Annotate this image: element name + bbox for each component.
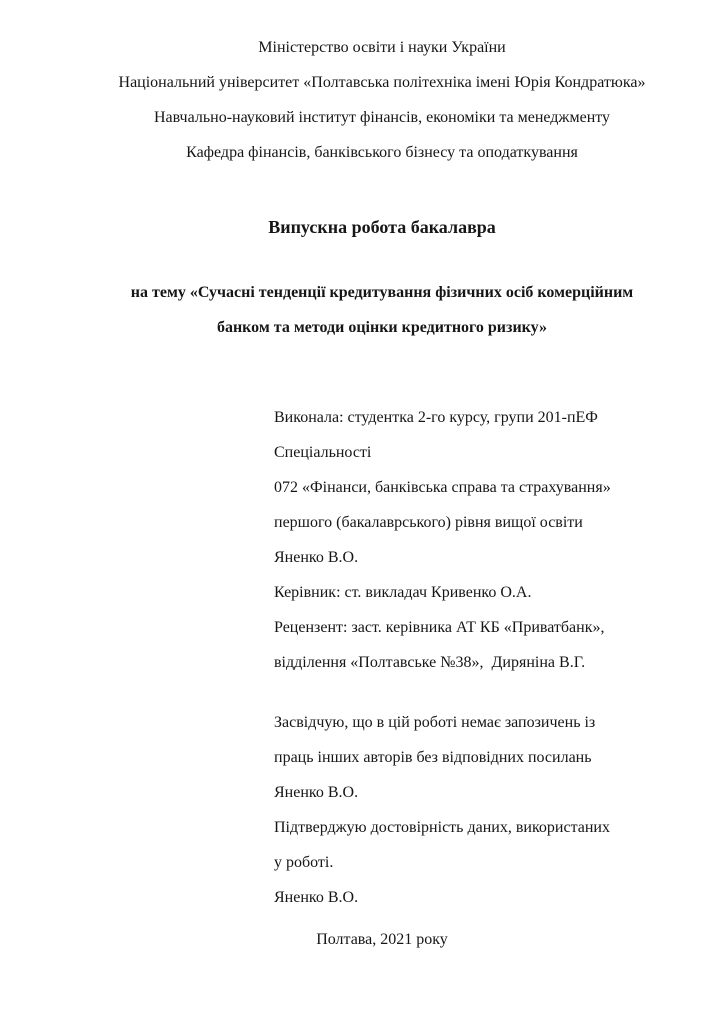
author-name-line: Яненко В.О. <box>274 549 359 566</box>
declaration-signature-2: Яненко В.О. <box>274 889 359 906</box>
ministry-line: Міністерство освіти і науки України <box>258 39 506 56</box>
institute-line: Навчально-науковий інститут фінансів, економіки та менеджменту <box>153 109 611 126</box>
declaration-line-3: Підтверджую достовірність даних, використаних <box>274 819 610 836</box>
specialty-label-line: Спеціальності <box>274 444 372 461</box>
topic-line-1: на тему «Сучасні тенденції кредитування фізичних осіб комерційним <box>130 284 634 301</box>
declaration-signature-1: Яненко В.О. <box>274 784 359 801</box>
institution-header <box>96 30 668 170</box>
author-line: Виконала: студентка 2-го курсу, групи 201-пЕФ <box>274 409 598 426</box>
degree-level-line: першого (бакалаврського) рівня вищої освіти <box>274 514 583 531</box>
department-line: Кафедра фінансів, банківського бізнесу та оподаткування <box>186 144 578 161</box>
city-year-footer: Полтава, 2021 року <box>316 931 448 948</box>
supervisor-line: Керівник: ст. викладач Кривенко О.А. <box>274 584 532 601</box>
reviewer-line-2: відділення «Полтавське №38», Диряніна В.Г. <box>274 654 586 671</box>
thesis-topic <box>96 275 668 345</box>
reviewer-line-1: Рецензент: заст. керівника АТ КБ «Приватбанк», <box>274 619 605 636</box>
author-details <box>274 400 668 680</box>
university-line: Національний університет «Полтавська політехніка імені Юрія Кондратюка» <box>118 74 646 91</box>
topic-line-2: банком та методи оцінки кредитного ризику» <box>216 319 548 336</box>
declaration-line-2: праць інших авторів без відповідних посилань <box>274 749 592 766</box>
specialty-code-line: 072 «Фінанси, банківська справа та страхування» <box>274 479 611 496</box>
originality-declaration <box>274 705 668 915</box>
declaration-line-1: Засвідчую, що в цій роботі немає запозичень із <box>274 714 596 731</box>
page-title: Випускна робота бакалавра <box>268 217 496 237</box>
declaration-line-4: у роботі. <box>274 854 334 871</box>
